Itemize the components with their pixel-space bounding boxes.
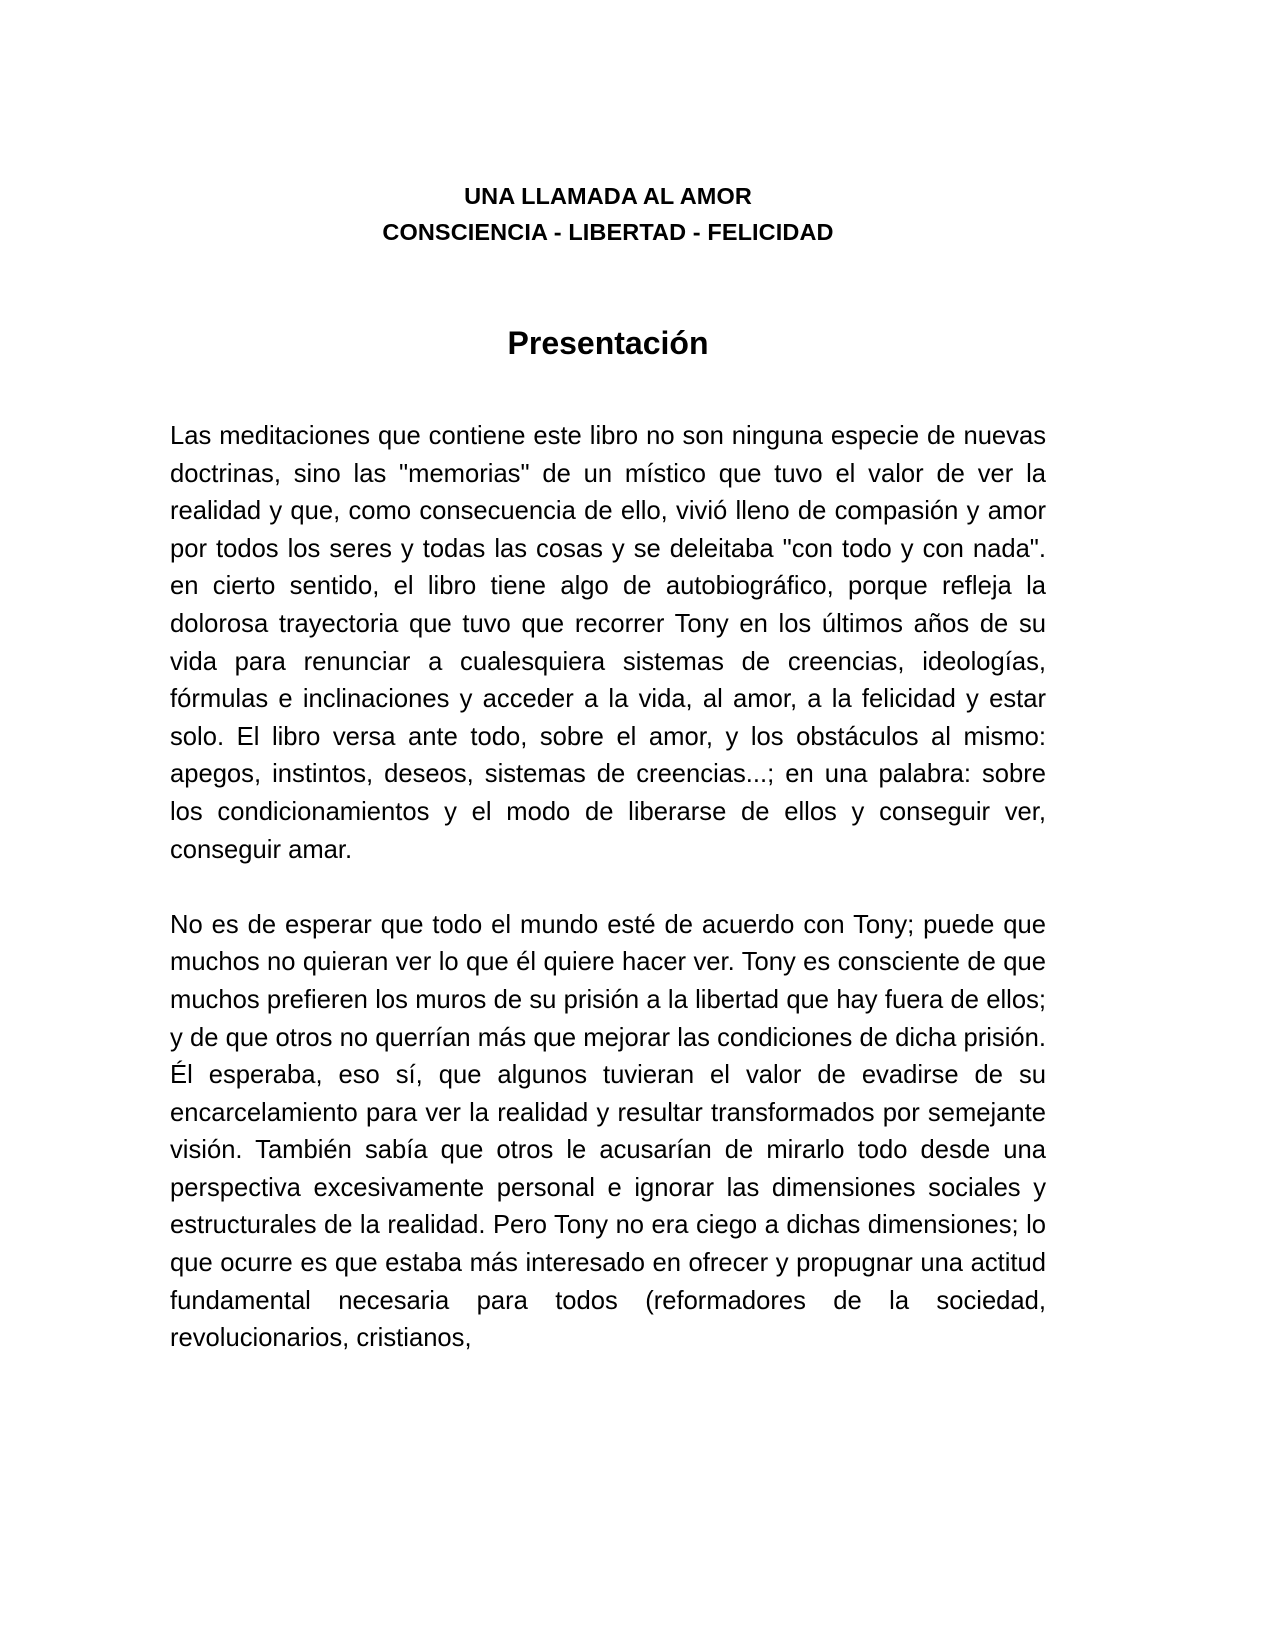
body-paragraph-1: Las meditaciones que contiene este libro no son ninguna especie de nuevas doctrinas, sino las "memorias" de un místico que tuvo el valor de ver la realidad y que, como consecuencia de ello, vivió lleno de compasión y amor por todos los seres y todas las cosas y se deleitaba "con todo y con nada". en cierto sentido, el libro tiene algo de autobiográfico, porque refleja la dolorosa trayectoria que tuvo que recorrer Tony en los últimos años de su vida para renunciar a cualesquiera sistemas de creencias, ideologías, fórmulas e inclinaciones y acceder a la vida, al amor, a la felicidad y estar solo. El libro versa ante todo, sobre el amor, y los obstáculos al mismo: apegos, instintos, deseos, sistemas de creencias...; en una palabra: sobre los condicionamientos y el modo de liberarse de ellos y conseguir ver, conseguir amar.	[170, 422, 1046, 864]
section-heading-presentacion: Presentación	[507, 325, 709, 361]
body-paragraph-2: No es de esperar que todo el mundo esté de acuerdo con Tony; puede que muchos no quieran ver lo que él quiere hacer ver. Tony es consciente de que muchos prefieren los muros de su prisión a la libertad que hay fuera de ellos; y de que otros no querrían más que mejorar las condiciones de dicha prisión. Él esperaba, eso sí, que algunos tuvieran el valor de evadirse de su encarcelamiento para ver la realidad y resultar transformados por semejante visión. También sabía que otros le acusarían de mirarlo todo desde una perspectiva excesivamente personal e ignorar las dimensiones sociales y estructurales de la realidad. Pero Tony no era ciego a dichas dimensiones; lo que ocurre es que estaba más interesado en ofrecer y propugnar una actitud fundamental necesaria para todos (reformadores de la sociedad, revolucionarios, cristianos,	[170, 910, 1046, 1353]
document-title-line-2: CONSCIENCIA - LIBERTAD - FELICIDAD	[382, 219, 834, 245]
page-content	[170, 0, 1046, 1358]
document-title	[170, 0, 1046, 250]
document-title-line-1: UNA LLAMADA AL AMOR	[464, 183, 752, 209]
